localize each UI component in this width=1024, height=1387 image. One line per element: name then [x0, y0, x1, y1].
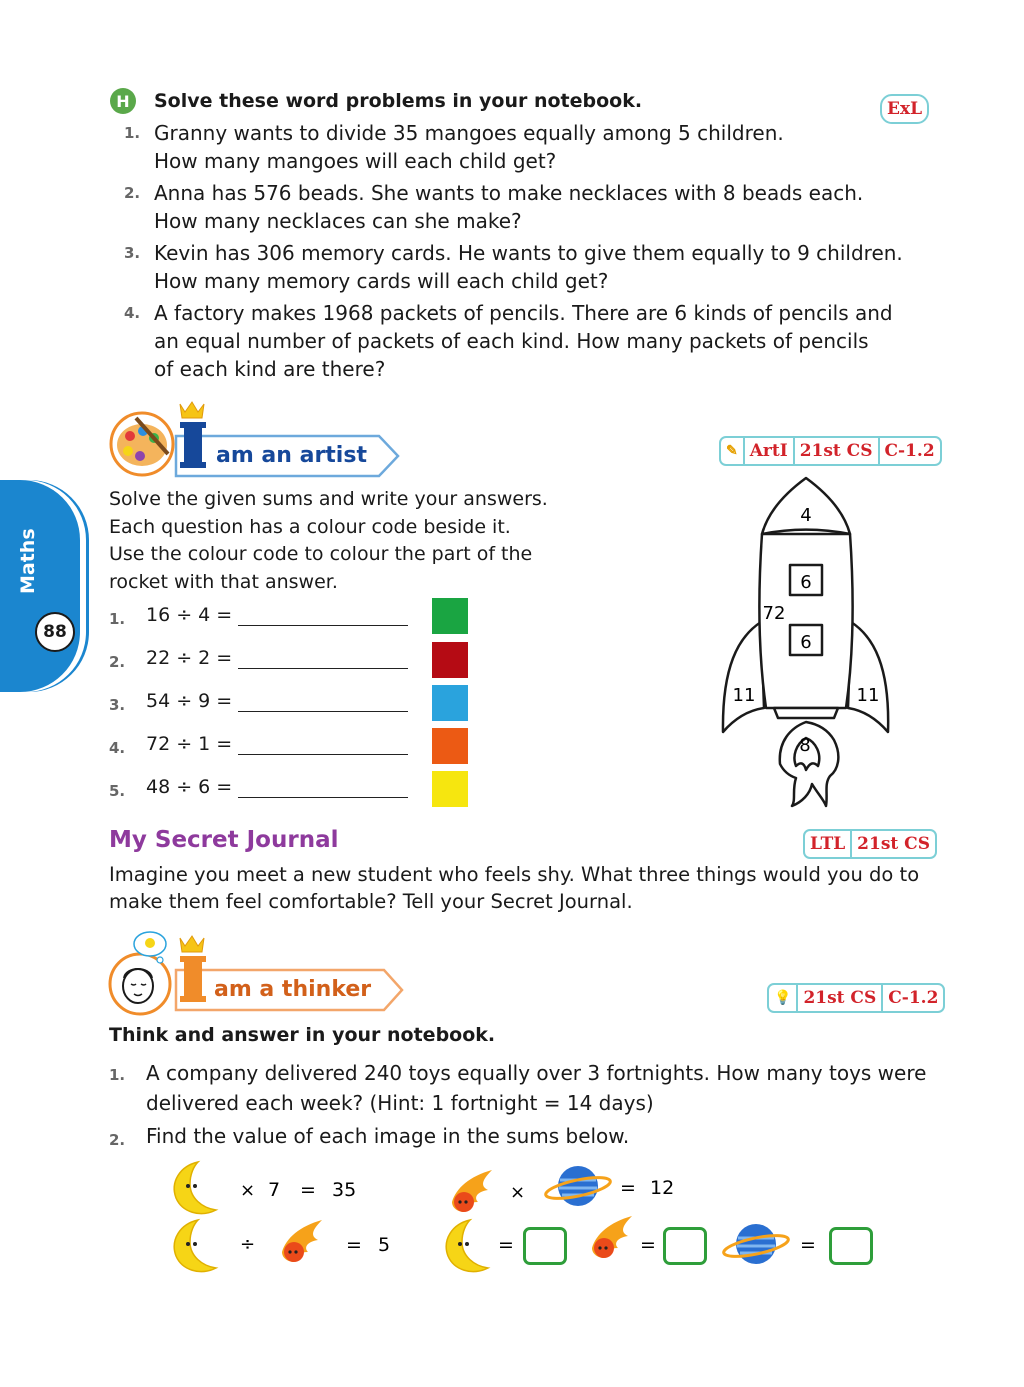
rocket-fin-left [723, 622, 764, 732]
sum-number: 3. [109, 696, 126, 714]
journal-line: Imagine you meet a new student who feels shy. What three things would you do to [109, 863, 920, 886]
journal-tags [803, 829, 937, 859]
journal-text [109, 861, 919, 915]
question-number: 1. [109, 1066, 126, 1084]
sum-row [146, 733, 408, 755]
section-letter: H [116, 91, 130, 111]
palette-icon [111, 413, 173, 475]
thinker-heading: Think and answer in your notebook. [109, 1024, 496, 1046]
answer-blank[interactable] [238, 691, 408, 712]
equals-sign: = [640, 1234, 656, 1256]
instruction-line: rocket with that answer. [109, 570, 338, 593]
question-2: Find the value of each image in the sums below. [146, 1124, 630, 1148]
comet-icon [592, 1216, 632, 1258]
tag-c12: C-1.2 [878, 438, 940, 464]
tag-ltl: LTL [810, 834, 846, 854]
sum-row [146, 604, 408, 626]
big-i-letter [184, 956, 202, 1002]
lightbulb-icon: 💡 [774, 990, 792, 1006]
equals-sign: = [498, 1234, 514, 1256]
rocket-drawing [718, 472, 893, 812]
subject-sidebar [0, 480, 80, 692]
section-h-heading: Solve these word problems in your notebook. [154, 90, 643, 112]
sum-row [146, 776, 408, 798]
artist-instructions [109, 486, 548, 596]
rocket-label-nose: 4 [800, 505, 812, 526]
sum-expression: 72 ÷ 1 = [146, 733, 233, 755]
sum-expression: 54 ÷ 9 = [146, 690, 233, 712]
problem-number: 4. [124, 304, 141, 322]
journal-line: make them feel comfortable? Tell your Secret Journal. [109, 890, 633, 913]
question-line: A company delivered 240 toys equally over 3 fortnights. How many toys were [146, 1061, 927, 1085]
instruction-line: Solve the given sums and write your answers. [109, 488, 548, 510]
problem-line: Anna has 576 beads. She wants to make necklaces with 8 beads each. [154, 181, 864, 205]
question-line: delivered each week? (Hint: 1 fortnight = 14 days) [146, 1091, 654, 1115]
exl-tag [880, 94, 929, 124]
sum-row [146, 647, 408, 669]
equals-sign: = [620, 1177, 636, 1199]
rocket-label-fin-left: 11 [732, 685, 756, 706]
artist-banner-text: am an artist [216, 443, 367, 468]
tag-c12: C-1.2 [881, 985, 943, 1011]
subject-label: Maths [17, 528, 39, 594]
answer-blank[interactable] [238, 734, 408, 755]
operand: 7 [268, 1179, 281, 1201]
operator: ÷ [240, 1234, 256, 1255]
rocket-label-flame: 8 [799, 735, 811, 756]
answer-blank[interactable] [238, 777, 408, 798]
equals-sign: = [300, 1179, 316, 1201]
thinker-banner [106, 930, 406, 1016]
color-swatch-orange [432, 728, 468, 764]
answer-blank[interactable] [238, 648, 408, 669]
page-number: 88 [43, 622, 67, 642]
rocket-label-fin-right: 11 [856, 685, 880, 706]
tag-21st-cs: 21st CS [793, 438, 878, 464]
thinker-tags [767, 983, 945, 1013]
problem-line: How many memory cards will each child get? [154, 269, 609, 293]
color-swatch-red [432, 642, 468, 678]
equals-sign: = [800, 1234, 816, 1256]
sum-expression: 22 ÷ 2 = [146, 647, 233, 669]
big-i-letter [184, 422, 202, 468]
moon-icon [446, 1220, 488, 1272]
color-swatch-green [432, 598, 468, 634]
moon-answer-box[interactable] [523, 1227, 567, 1265]
crown-icon [180, 402, 204, 418]
operator: × [510, 1182, 526, 1203]
tag-arti: ArtI [743, 438, 793, 464]
rocket-base [774, 708, 838, 718]
tag-21st-cs: 21st CS [796, 985, 881, 1011]
comet-answer-box[interactable] [663, 1227, 707, 1265]
sum-number: 5. [109, 782, 126, 800]
result: 5 [378, 1234, 391, 1256]
rocket-label-body: 72 [762, 603, 786, 624]
crown-icon [180, 936, 204, 952]
rocket-fin-right [848, 622, 888, 732]
problem-line: How many mangoes will each child get? [154, 149, 557, 173]
problem-line: A factory makes 1968 packets of pencils. There are 6 kinds of pencils and [154, 301, 893, 325]
rocket-label-window-top: 6 [800, 572, 812, 593]
problem-line: an equal number of packets of each kind. How many packets of pencils [154, 329, 869, 353]
tag-21st-cs: 21st CS [850, 831, 935, 857]
result: 12 [650, 1177, 675, 1199]
instruction-line: Use the colour code to colour the part of the [109, 543, 533, 565]
artist-banner [106, 398, 406, 482]
planet-icon [544, 1166, 612, 1206]
thinker-banner-text: am a thinker [214, 977, 372, 1002]
rocket-label-window-bottom: 6 [800, 632, 812, 653]
color-swatch-blue [432, 685, 468, 721]
pencil-icon: ✎ [726, 443, 738, 459]
sum-expression: 48 ÷ 6 = [146, 776, 233, 798]
operator: × [240, 1180, 256, 1201]
problem-number: 3. [124, 244, 141, 262]
comet-icon [282, 1220, 322, 1262]
section-h-badge [110, 88, 136, 114]
problem-line: Kevin has 306 memory cards. He wants to give them equally to 9 children. [154, 241, 903, 265]
exl-tag-label: ExL [887, 99, 923, 119]
problem-line: of each kind are there? [154, 357, 386, 381]
problem-number: 1. [124, 124, 141, 142]
sum-expression: 16 ÷ 4 = [146, 604, 233, 626]
question-number: 2. [109, 1131, 126, 1149]
sum-row [146, 690, 408, 712]
problem-line: How many necklaces can she make? [154, 209, 522, 233]
instruction-line: Each question has a colour code beside it. [109, 515, 511, 538]
artist-tags [719, 436, 942, 466]
journal-title: My Secret Journal [109, 827, 339, 853]
moon-icon [174, 1220, 216, 1272]
sum-number: 1. [109, 610, 126, 628]
question-1 [146, 1058, 926, 1118]
sum-number: 2. [109, 653, 126, 671]
planet-icon [722, 1224, 790, 1264]
answer-blank[interactable] [238, 605, 408, 626]
sum-number: 4. [109, 739, 126, 757]
equals-sign: = [346, 1234, 362, 1256]
color-swatch-yellow [432, 771, 468, 807]
page-number-badge [35, 612, 75, 652]
comet-icon [452, 1170, 492, 1212]
moon-icon [174, 1162, 216, 1214]
problem-line: Granny wants to divide 35 mangoes equally among 5 children. [154, 121, 784, 145]
problem-number: 2. [124, 184, 141, 202]
result: 35 [332, 1179, 357, 1201]
planet-answer-box[interactable] [829, 1227, 873, 1265]
